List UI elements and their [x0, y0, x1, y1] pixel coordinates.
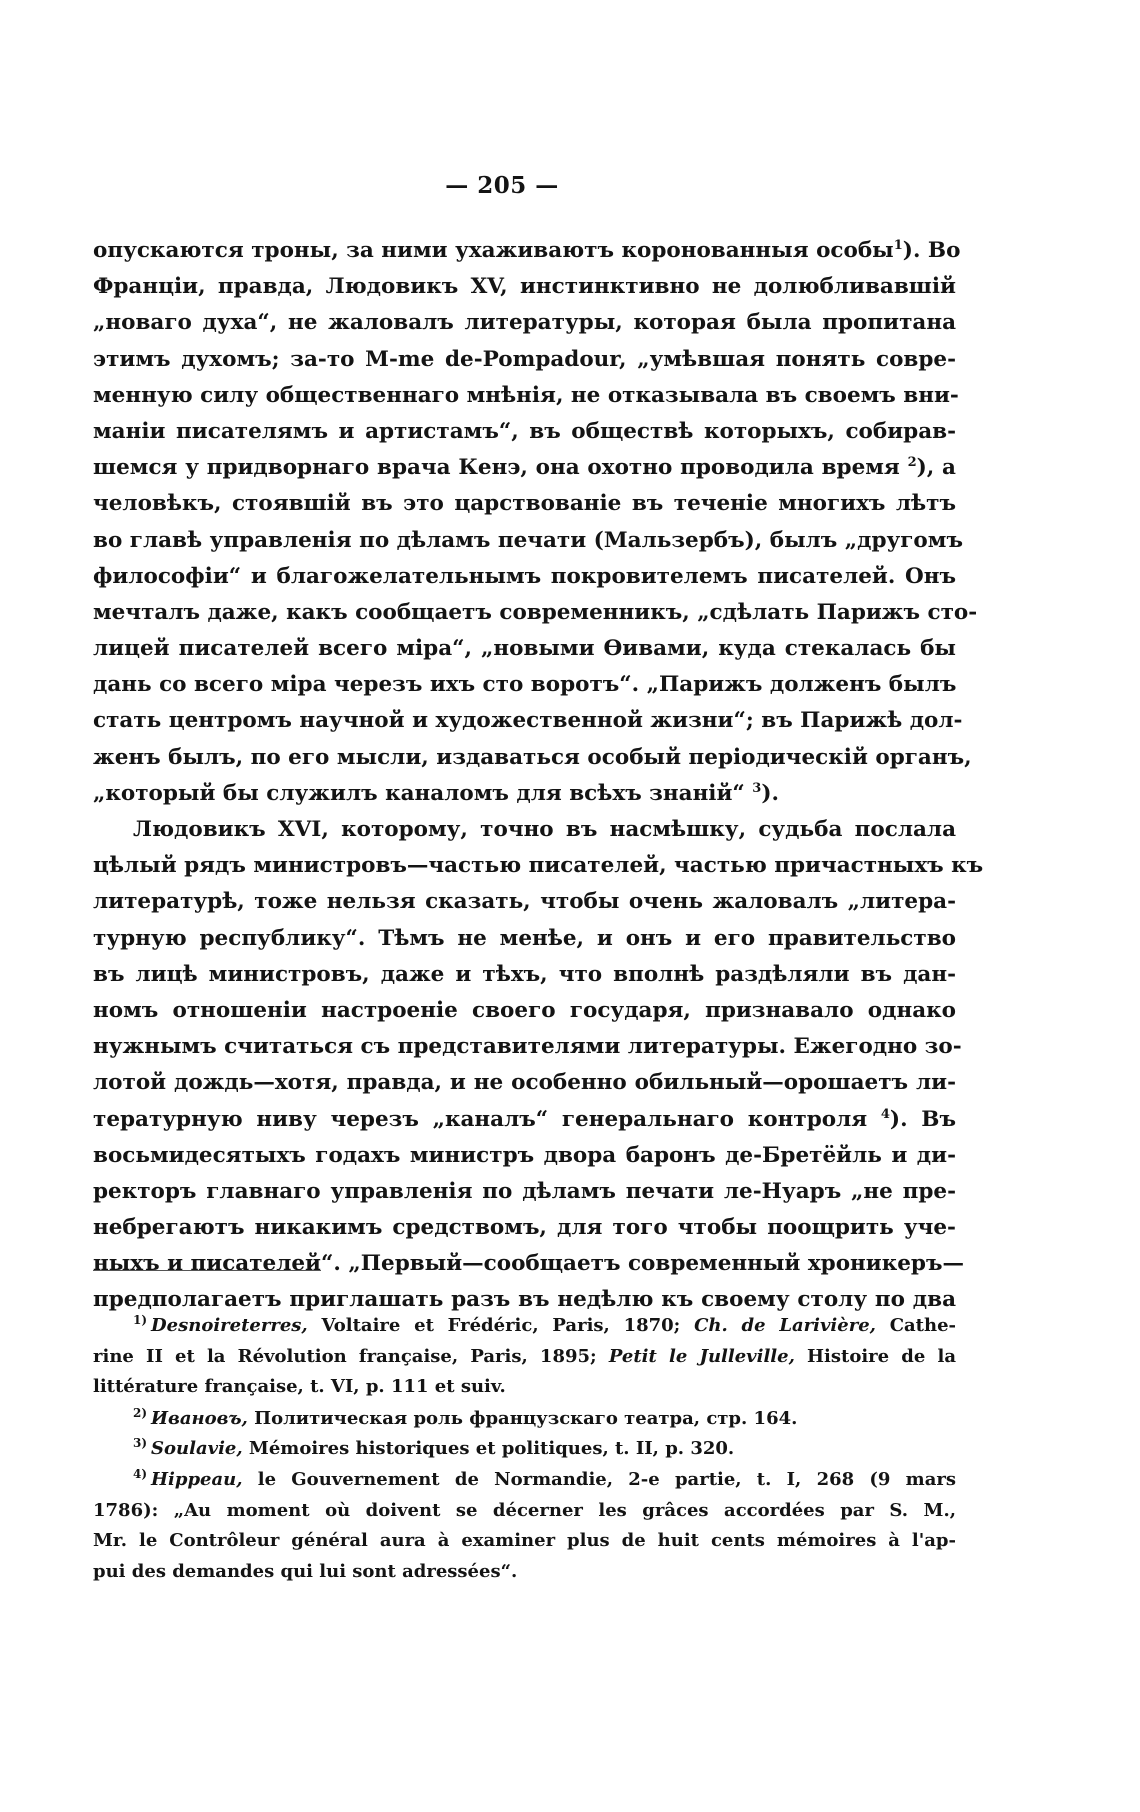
- text-line: мечталъ даже, какъ сообщаетъ современникъ, „сдѣлать Парижъ сто-: [93, 599, 978, 625]
- text-line: человѣкъ, стоявшій въ это царствованіе въ теченіе многихъ лѣтъ: [93, 491, 956, 517]
- page-number: — 205 —: [445, 172, 559, 199]
- footnote-text: Histoire de la: [794, 1345, 956, 1367]
- text-line: лотой дождь—хотя, правда, и не особенно обильный—орошаетъ ли-: [93, 1070, 956, 1096]
- footnote-ref: 3: [752, 780, 762, 796]
- text-line: восьмидесятыхъ годахъ министръ двора баронъ де-Бретёйль и ди-: [93, 1142, 956, 1168]
- footnote-text: Cathe-: [875, 1315, 957, 1336]
- text-line: стать центромъ научной и художественной жизни“; въ Парижѣ дол-: [93, 708, 963, 734]
- footnote-author: Hippeau,: [151, 1468, 243, 1490]
- footnote-author: Petit le Julleville,: [608, 1345, 795, 1367]
- footnote-2: [93, 1404, 956, 1435]
- footnote-4-line: pui des demandes qui lui sont adressées“.: [93, 1560, 518, 1582]
- footnote-mark: 4): [133, 1466, 148, 1481]
- footnote-4: [93, 1465, 956, 1496]
- footnote-3: [93, 1434, 956, 1465]
- footnote-author: Soulavie,: [151, 1438, 243, 1460]
- text-line: небрегаютъ никакимъ средствомъ, для того чтобы поощрить уче-: [93, 1215, 956, 1241]
- line-text: „который бы служилъ каналомъ для всѣхъ знаній“: [93, 780, 745, 806]
- footnote-mark: 3): [133, 1436, 148, 1451]
- footnote-author: Ивановъ,: [151, 1407, 248, 1429]
- footnote-text: rine II et la Révolution française, Paris, 1895;: [93, 1345, 609, 1367]
- text-line: [93, 776, 956, 812]
- footnote-author: Ch. de Larivière,: [694, 1315, 876, 1336]
- text-line: ректоръ главнаго управленія по дѣламъ печати ле-Нуаръ „не пре-: [93, 1178, 956, 1204]
- footnote-separator: [93, 1270, 321, 1271]
- text-line: цѣлый рядъ министровъ—частью писателей, частью причастныхъ къ: [93, 853, 984, 879]
- text-line: [93, 1102, 956, 1138]
- text-line: нужнымъ считаться съ представителями литературы. Ежегодно зо-: [93, 1034, 962, 1060]
- footnote-4-line: Mr. le Contrôleur général aura à examiner plus de huit cents mémoires à l'ap-: [93, 1530, 956, 1552]
- footnote-text: Политическая роль французскаго театра, стр. 164.: [247, 1407, 798, 1429]
- footnote-1-line: [93, 1342, 956, 1373]
- footnote-ref: 4: [880, 1106, 890, 1122]
- footnote-4-line: 1786): „Au moment où doivent se décerner les grâces accordées par S. M.,: [93, 1499, 956, 1521]
- text-line: маніи писателямъ и артистамъ“, въ обществѣ которыхъ, собирав-: [93, 418, 956, 444]
- line-tail: ).: [761, 780, 780, 806]
- footnote-text: Voltaire et Frédéric, Paris, 1870;: [307, 1315, 695, 1336]
- line-tail: ), а: [916, 455, 956, 481]
- footnote-ref: 1: [893, 237, 903, 253]
- line-tail: ). Въ: [889, 1106, 956, 1132]
- line-tail: ). Во: [902, 238, 961, 263]
- footnote-author: Desnoireterres,: [151, 1315, 308, 1336]
- footnote-1: [93, 1311, 956, 1342]
- text-line: дань со всего міра черезъ ихъ сто воротъ“. „Парижъ долженъ былъ: [93, 672, 957, 698]
- line-text: шемся у придворнаго врача Кенэ, она охотно проводила время: [93, 455, 900, 481]
- text-line: Франціи, правда, Людовикъ XV, инстинктивно не долюбливавшій: [93, 274, 956, 300]
- line-text: тературную ниву черезъ „каналъ“ генеральнаго контроля: [93, 1106, 868, 1132]
- text-line: турную республику“. Тѣмъ не менѣе, и онъ и его правительство: [93, 925, 956, 951]
- text-line: ныхъ и писателей“. „Первый—сообщаетъ современный хроникеръ—: [93, 1251, 964, 1277]
- line-text: опускаются троны, за ними ухаживаютъ коронованныя особы: [93, 238, 894, 263]
- text-line: во главѣ управленія по дѣламъ печати (Мальзербъ), былъ „другомъ: [93, 527, 963, 553]
- text-line: Людовикъ XVI, которому, точно въ насмѣшку, судьба послала: [133, 817, 956, 842]
- text-line: [93, 233, 961, 269]
- main-text: [93, 233, 984, 1319]
- footnote-text: le Gouvernement de Normandie, 2-e partie, t. I, 268 (9 mars: [242, 1468, 956, 1490]
- text-line: лицей писателей всего міра“, „новыми Ѳивами, куда стекалась бы: [93, 636, 956, 662]
- text-line: литературѣ, тоже нельзя сказать, чтобы очень жаловалъ „литера-: [93, 889, 956, 915]
- footnote-mark: 1): [133, 1313, 148, 1327]
- footnote-ref: 2: [907, 454, 917, 470]
- footnotes: [93, 1311, 956, 1587]
- text-line: предполагаетъ приглашать разъ въ недѣлю къ своему столу по два: [93, 1287, 956, 1313]
- footnote-mark: 2): [133, 1405, 148, 1420]
- footnote-1-line: littérature française, t. VI, p. 111 et suiv.: [93, 1376, 506, 1398]
- text-line: „новаго духа“, не жаловалъ литературы, которая была пропитана: [93, 310, 956, 336]
- text-line: этимъ духомъ; за-то M-me de-Pompadour, „умѣвшая понять совре-: [93, 346, 956, 372]
- text-line: [93, 450, 956, 486]
- text-line: номъ отношеніи настроеніе своего государя, признавало однако: [93, 997, 956, 1023]
- text-line: въ лицѣ министровъ, даже и тѣхъ, что вполнѣ раздѣляли въ дан-: [93, 961, 956, 987]
- text-line: менную силу общественнаго мнѣнія, не отказывала въ своемъ вни-: [93, 382, 959, 408]
- footnote-text: Mémoires historiques et politiques, t. II, p. 320.: [242, 1438, 735, 1460]
- text-line: философіи“ и благожелательнымъ покровителемъ писателей. Онъ: [93, 563, 956, 589]
- text-line: женъ былъ, по его мысли, издаваться особый періодическій органъ,: [93, 744, 972, 770]
